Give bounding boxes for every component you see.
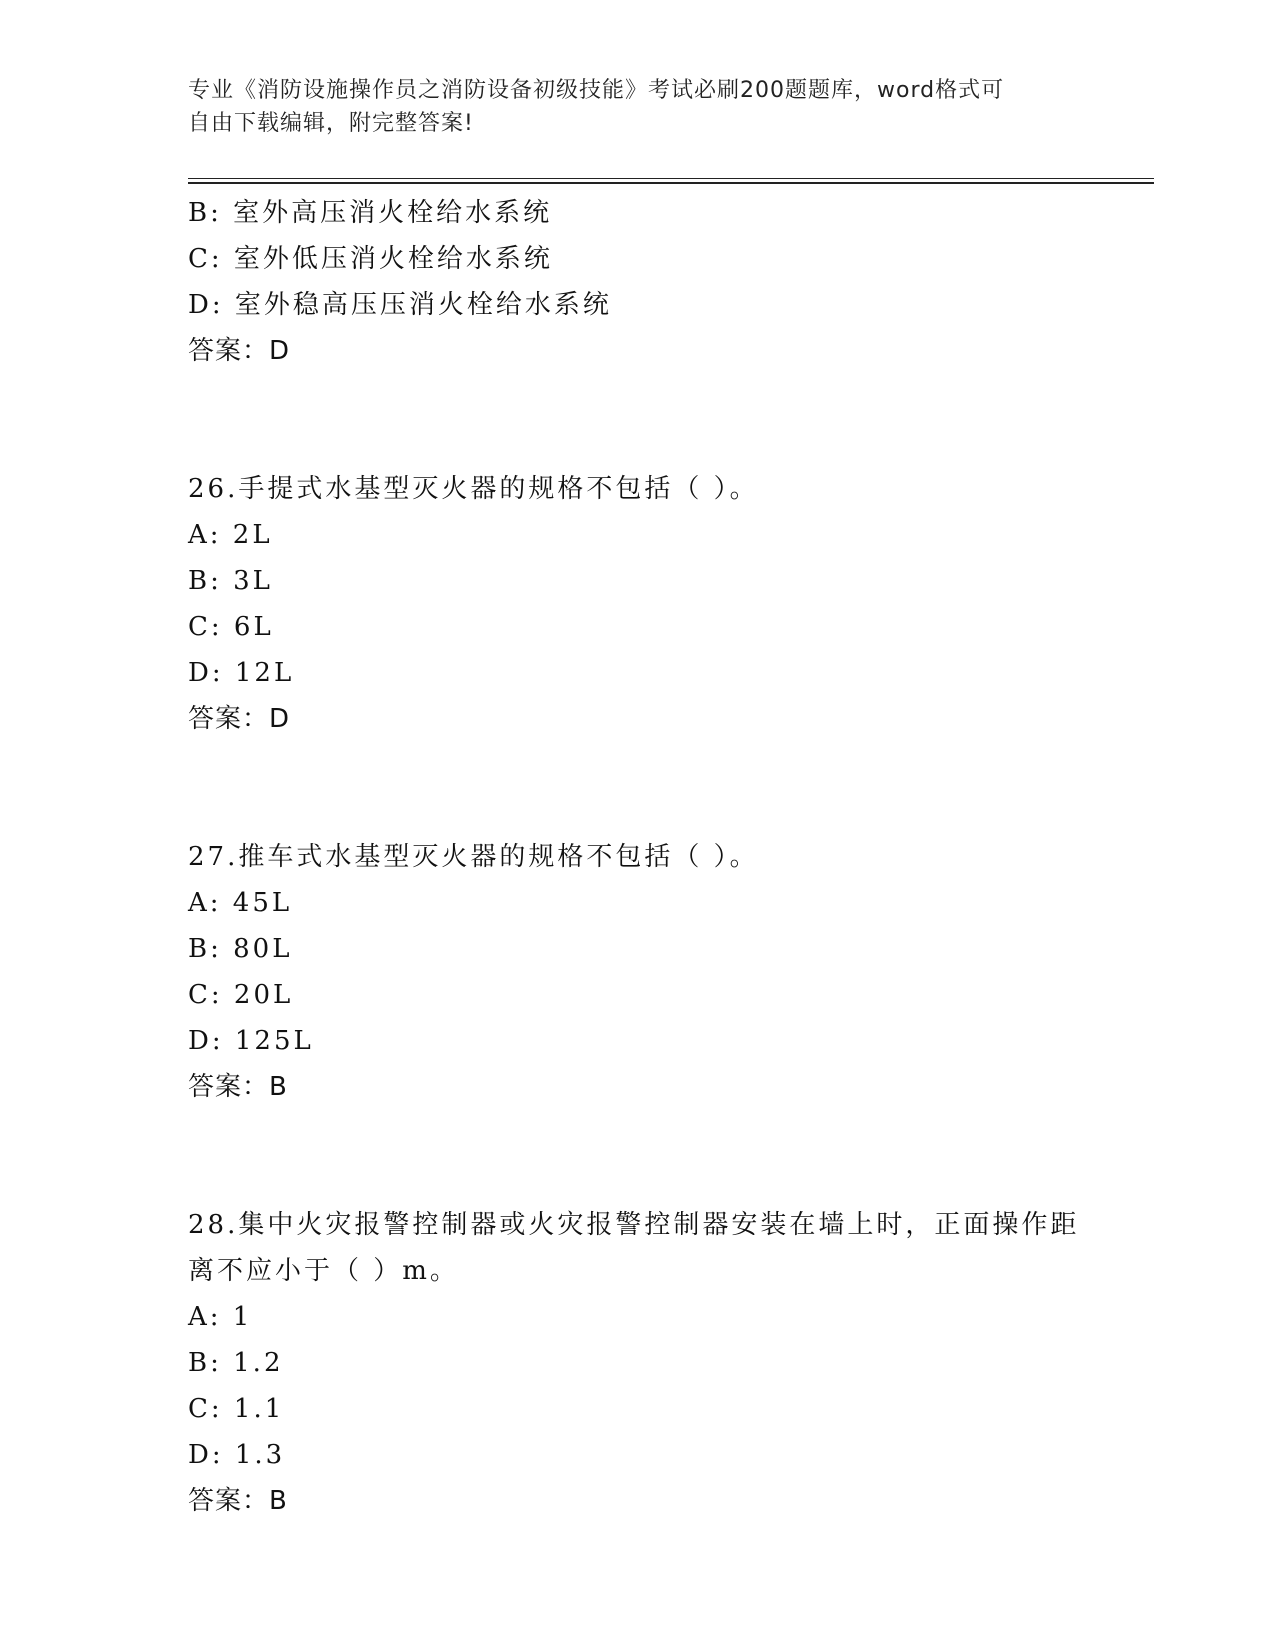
answer: 答案：B (188, 1072, 288, 1102)
answer: 答案：D (188, 336, 291, 366)
question-stem: 27.推车式水基型灭火器的规格不包括（ ）。 (188, 842, 759, 872)
option-d: D: 12L (188, 658, 295, 688)
option-a: A: 45L (188, 888, 293, 918)
option-b: B: 室外高压消火栓给水系统 (188, 198, 553, 228)
option-b: B: 80L (188, 934, 293, 964)
option-a: A: 1 (188, 1302, 253, 1332)
option-d: D: 1.3 (188, 1440, 286, 1470)
option-c: C: 1.1 (188, 1394, 285, 1424)
option-a: A: 2L (188, 520, 273, 550)
question-stem-line-1: 28.集中火灾报警控制器或火灾报警控制器安装在墙上时，正面操作距 (188, 1210, 1080, 1240)
answer: 答案：D (188, 704, 291, 734)
spacer (188, 742, 1148, 834)
option-c: C: 20L (188, 980, 294, 1010)
document-header (188, 74, 1088, 140)
spacer (188, 1110, 1148, 1202)
question-28 (188, 1202, 1148, 1524)
header-line-2: 自由下载编辑，附完整答案! (188, 111, 474, 136)
question-stem: 26.手提式水基型灭火器的规格不包括（ ）。 (188, 474, 759, 504)
spacer (188, 374, 1148, 466)
option-b: B: 3L (188, 566, 273, 596)
question-27 (188, 834, 1148, 1110)
option-b: B: 1.2 (188, 1348, 284, 1378)
question-25-continued (188, 190, 1148, 374)
header-divider-thick (188, 182, 1154, 184)
option-c: C: 6L (188, 612, 274, 642)
header-line-1: 专业《消防设施操作员之消防设备初级技能》考试必刷200题题库，word格式可 (188, 78, 1005, 103)
option-c: C: 室外低压消火栓给水系统 (188, 244, 553, 274)
question-26 (188, 466, 1148, 742)
question-stem-line-2: 离不应小于（ ）m。 (188, 1256, 459, 1286)
answer: 答案：B (188, 1486, 288, 1516)
option-d: D: 125L (188, 1026, 314, 1056)
question-list (188, 190, 1148, 1524)
header-divider-thin (188, 178, 1154, 179)
option-d: D: 室外稳高压压消火栓给水系统 (188, 290, 612, 320)
